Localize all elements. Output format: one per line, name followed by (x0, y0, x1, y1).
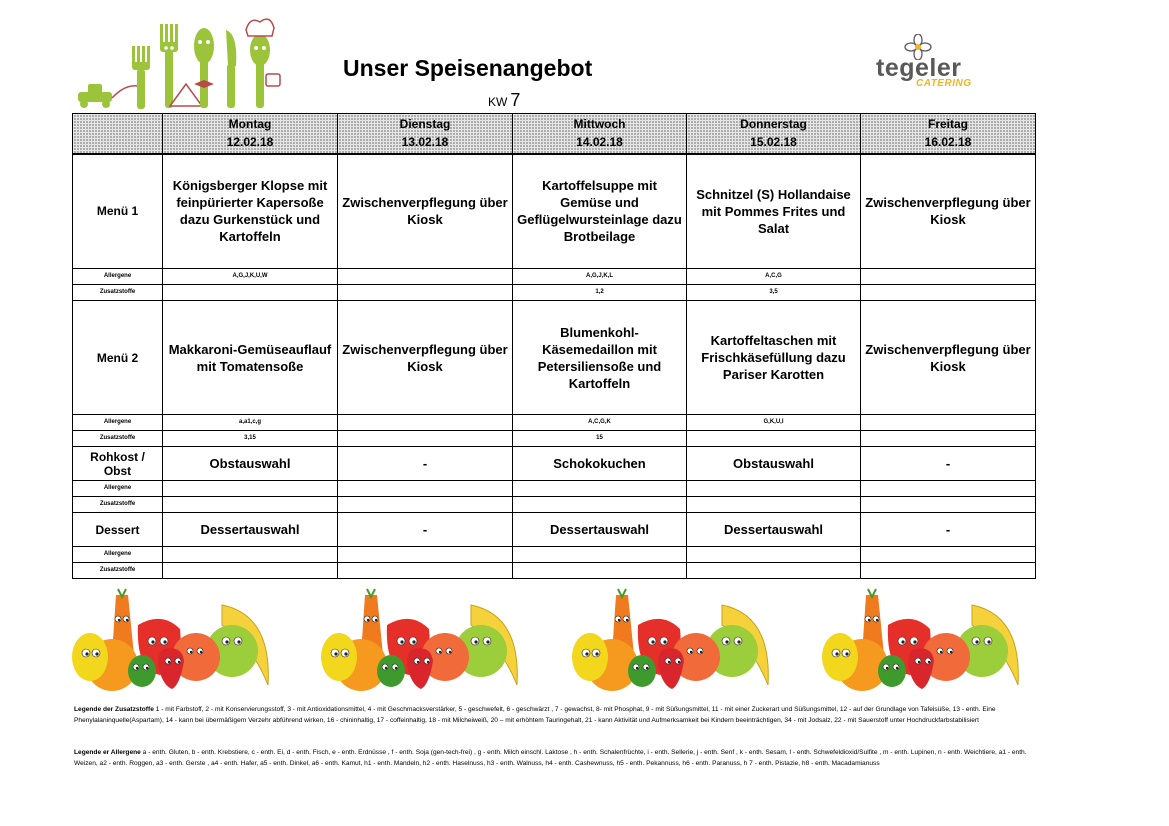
allergene-cell (861, 547, 1036, 563)
allergene-cell: G,K,U,I (687, 415, 861, 431)
fruit-characters-image (321, 585, 527, 695)
zusatzstoffe-cell (687, 497, 861, 513)
allergene-cell (338, 547, 513, 563)
dish-cell: Zwischenverpflegung über Kiosk (338, 301, 513, 415)
day-name: Dienstag (399, 117, 451, 132)
zusatzstoffe-row (73, 431, 1036, 447)
dish-cell: Zwischenverpflegung über Kiosk (338, 154, 513, 269)
allergene-row (73, 415, 1036, 431)
day-date: 14.02.18 (576, 135, 623, 150)
zusatzstoffe-cell (513, 563, 687, 579)
dish-cell: Dessertauswahl (163, 513, 338, 547)
menu-row (73, 447, 1036, 481)
allergene-cell (338, 415, 513, 431)
legend-allergens (74, 747, 1034, 769)
zusatzstoffe-cell (861, 431, 1036, 447)
zusatzstoffe-cell: 1,2 (513, 285, 687, 301)
zusatzstoffe-cell (687, 431, 861, 447)
allergene-cell (163, 547, 338, 563)
allergene-cell (338, 269, 513, 285)
allergene-row (73, 547, 1036, 563)
zusatzstoffe-label: Zusatzstoffe (73, 431, 163, 447)
logo-sub-text: CATERING (916, 78, 972, 89)
allergene-cell: A,G,J,K,U,W (163, 269, 338, 285)
zusatzstoffe-cell (338, 563, 513, 579)
legend-allergens-title: Legende er Allergene (74, 749, 141, 756)
day-header-cell (513, 114, 687, 154)
allergene-cell (513, 481, 687, 497)
allergene-row (73, 481, 1036, 497)
legend-additives-title: Legende der Zusatzstoffe (74, 706, 154, 713)
logo-brand-text: tegeler (876, 54, 962, 82)
day-name: Mittwoch (573, 117, 626, 132)
fruit-group-icon (321, 585, 527, 695)
dish-cell: Schnitzel (S) Hollandaise mit Pommes Frites und Salat (687, 154, 861, 269)
allergene-cell: a,a1,c,g (163, 415, 338, 431)
allergene-cell (513, 547, 687, 563)
tegeler-catering-logo (872, 34, 992, 94)
zusatzstoffe-label: Zusatzstoffe (73, 497, 163, 513)
allergene-label: Allergene (73, 481, 163, 497)
calendar-week (488, 90, 520, 111)
zusatzstoffe-cell (861, 497, 1036, 513)
day-header-row (73, 114, 1036, 154)
allergene-cell (861, 269, 1036, 285)
allergene-cell (861, 481, 1036, 497)
dish-cell: - (338, 513, 513, 547)
dish-cell: - (338, 447, 513, 481)
menu-row (73, 301, 1036, 415)
dish-cell: Obstauswahl (163, 447, 338, 481)
allergene-row (73, 269, 1036, 285)
legend-allergens-text: a - enth. Gluten, b - enth. Krebstiere, c - enth. Ei, d - enth. Fisch, e - enth. Erdnüsse , f - enth. Soja (gen-tech-frei) , g - enth. Milch einschl. Laktose , h - enth. Schalenfrüchte, i - enth. Sellerie, j - enth. Senf , k - enth. Sesam, l - enth. Schwefeldioxid/Sulfite , m - enth. Lupinen, n - enth. Weichtiere, a1 - enth. Weizen, a2 - enth. Roggen, a3 - enth. Gerste , a4 - enth. Hafer, a5 - enth. Dinkel, a6 - enth. Kamut, h1 - enth. Mandeln, h2 - enth. Haselnuss, h3 - enth. Walnuss, h4 - enth. Cashewnuss, h5 - enth. Pekannuss, h6 - enth. Paranuss, h 7 - enth. Pistazie, h8 - enth. Macadamianuss (74, 749, 1027, 767)
day-name: Montag (228, 117, 272, 132)
zusatzstoffe-label: Zusatzstoffe (73, 563, 163, 579)
menu-row-label: Menü 2 (73, 301, 163, 415)
fruit-group-icon (822, 585, 1028, 695)
zusatzstoffe-cell (163, 497, 338, 513)
dish-cell: - (861, 447, 1036, 481)
zusatzstoffe-cell: 15 (513, 431, 687, 447)
dish-cell: Kartoffelsuppe mit Gemüse und Geflügelwursteinlage dazu Brotbeilage (513, 154, 687, 269)
zusatzstoffe-row (73, 285, 1036, 301)
zusatzstoffe-row (73, 563, 1036, 579)
allergene-label: Allergene (73, 415, 163, 431)
dish-cell: Dessertauswahl (687, 513, 861, 547)
zusatzstoffe-cell (163, 563, 338, 579)
zusatzstoffe-row (73, 497, 1036, 513)
page-title: Unser Speisenangebot (343, 55, 593, 81)
kitchen-logo (70, 14, 290, 114)
zusatzstoffe-cell (338, 285, 513, 301)
zusatzstoffe-cell (338, 497, 513, 513)
fruit-characters-image (822, 585, 1028, 695)
legend-additives-text: 1 - mit Farbstoff, 2 - mit Konservierungsstoff, 3 - mit Antioxidationsmittel, 4 - mit Geschmacksverstärker, 5 - geschwefelt, 6 - geschwärzt , 7 - gewachst, 8- mit Phosphat, 9 - mit Süßungsmittel, 11 - mit einer Zuckerart und Süßungsmittel, 12 - auf der Grundlage von Tafelsüße, 13 - enth. Eine Phenylalaninquelle(Aspartam), 14 - kann bei übermäßigem Verzehr abführend wirken, 16 - chininhaltig, 17 - coffeinhaltig, 18 - mit Milcheiweiß, 20 – mit erhöhtem Tauringehalt, 21 - kann Aktivität und Aufmerksamkeit bei Kindern beeinträchtigen, 34 - mit Jodsalz, 22 - mit Sauerstoff unter Hochdruckfarbstabilisiert (74, 706, 996, 724)
day-name: Donnerstag (740, 117, 807, 132)
dish-cell: Dessertauswahl (513, 513, 687, 547)
zusatzstoffe-cell (861, 285, 1036, 301)
dish-cell: Obstauswahl (687, 447, 861, 481)
dish-cell: Königsberger Klopse mit feinpürierter Kapersoße dazu Gurkenstück und Kartoffeln (163, 154, 338, 269)
menu-row-label: Menü 1 (73, 154, 163, 269)
menu-row (73, 513, 1036, 547)
menu-row (73, 154, 1036, 269)
day-date: 16.02.18 (924, 135, 972, 150)
day-date: 13.02.18 (401, 135, 449, 150)
day-header-cell (163, 114, 338, 154)
zusatzstoffe-cell (163, 285, 338, 301)
allergene-cell (163, 481, 338, 497)
day-header-cell (861, 114, 1036, 154)
day-name: Freitag (927, 117, 968, 132)
day-date: 12.02.18 (226, 135, 274, 150)
fruit-group-icon (572, 585, 778, 695)
kw-number: 7 (510, 90, 521, 110)
zusatzstoffe-cell (338, 431, 513, 447)
day-header-cell (338, 114, 513, 154)
fruit-characters-image (572, 585, 778, 695)
zusatzstoffe-cell: 3,15 (163, 431, 338, 447)
dish-cell: Zwischenverpflegung über Kiosk (861, 301, 1036, 415)
menu-row-label: Rohkost / Obst (73, 447, 163, 481)
cutlery-figures-icon (70, 14, 290, 114)
allergene-cell (861, 415, 1036, 431)
allergene-cell (687, 547, 861, 563)
weekly-menu-table (72, 113, 1036, 579)
day-date: 15.02.18 (750, 135, 797, 150)
dish-cell: Blumenkohl-Käsemedaillon mit Petersiliensoße und Kartoffeln (513, 301, 687, 415)
fruit-group-icon (72, 585, 278, 695)
allergene-cell: A,G,J,K,L (513, 269, 687, 285)
dish-cell: Makkaroni-Gemüseauflauf mit Tomatensoße (163, 301, 338, 415)
fruit-characters-image (72, 585, 278, 695)
dish-cell: Kartoffeltaschen mit Frischkäsefüllung dazu Pariser Karotten (687, 301, 861, 415)
menu-row-label: Dessert (73, 513, 163, 547)
legend-additives (74, 704, 1034, 726)
dish-cell: - (861, 513, 1036, 547)
day-header-cell (687, 114, 861, 154)
kw-label: KW (488, 95, 508, 109)
allergene-cell (687, 481, 861, 497)
zusatzstoffe-label: Zusatzstoffe (73, 285, 163, 301)
header-corner-cell (73, 114, 163, 154)
allergene-cell: A,C,G,K (513, 415, 687, 431)
zusatzstoffe-cell (513, 497, 687, 513)
allergene-cell (338, 481, 513, 497)
allergene-label: Allergene (73, 269, 163, 285)
zusatzstoffe-cell (687, 563, 861, 579)
zusatzstoffe-cell (861, 563, 1036, 579)
allergene-cell: A,C,G (687, 269, 861, 285)
dish-cell: Schokokuchen (513, 447, 687, 481)
allergene-label: Allergene (73, 547, 163, 563)
dish-cell: Zwischenverpflegung über Kiosk (861, 154, 1036, 269)
zusatzstoffe-cell: 3,5 (687, 285, 861, 301)
